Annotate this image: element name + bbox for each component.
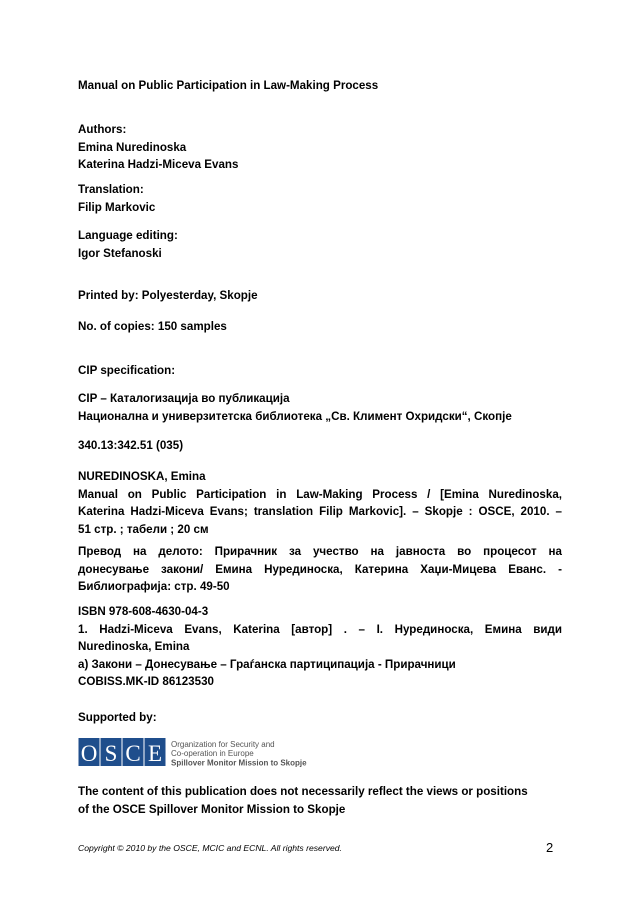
page-number: 2	[546, 840, 554, 855]
note-line: Библиографија: стр. 49-50	[78, 580, 230, 593]
translation-label: Translation:	[78, 183, 144, 196]
editor-name: Igor Stefanoski	[78, 246, 162, 260]
osce-logo-graphic	[78, 736, 323, 770]
supported-by-label: Supported by:	[78, 711, 157, 724]
logo-letter: S	[104, 741, 118, 766]
footer-copyright: Copyright © 2010 by the OSCE, MCIC and ECNL. All rights reserved.	[78, 843, 342, 853]
entry-line: Manual on Public Participation in Law-Making Process / [Emina Nuredinoska,	[78, 487, 562, 501]
cip-line: CIP – Каталогизација во публикација	[78, 392, 290, 405]
cip-label: CIP specification:	[78, 364, 176, 377]
translator-name: Filip Markovic	[78, 200, 156, 214]
disclaimer-line: The content of this publication does not necessarily reflect the views or positions	[78, 785, 528, 798]
authors-label: Authors:	[78, 123, 127, 136]
copies-count: No. of copies: 150 samples	[78, 320, 227, 333]
editing-label: Language editing:	[78, 229, 178, 242]
note-line: Превод на делото: Прирачник за учество на јавноста во процесот на	[78, 545, 562, 558]
index-line: Nuredinoska, Emina	[78, 640, 190, 653]
entry-description	[78, 486, 562, 539]
logo-mission-line: Spillover Monitor Mission to Skopje	[171, 758, 307, 768]
udc-code: 340.13:342.51 (035)	[78, 439, 184, 452]
isbn: ISBN 978-608-4630-04-3	[78, 605, 209, 618]
translation-note	[78, 543, 562, 596]
index-line: 1. Hadzi-Miceva Evans, Katerina [автор] . – I. Нурединоска, Емина види	[78, 622, 562, 636]
index-entry	[78, 621, 562, 656]
logo-letter: O	[80, 741, 98, 766]
osce-logo	[78, 736, 323, 770]
entry-line: 51 стр. ; табели ; 20 см	[78, 522, 209, 536]
author-name: Katerina Hadzi-Miceva Evans	[78, 158, 239, 171]
cip-library-line: Национална и универзитетска библиотека „Св. Климент Охридски“, Скопје	[78, 409, 512, 423]
entry-line: Katerina Hadzi-Miceva Evans; translation Filip Markovic]. – Skopje : OSCE, 2010. –	[78, 505, 562, 518]
logo-org-line: Organization for Security and	[171, 740, 275, 749]
subject-heading: а) Закони – Донесување – Граѓанска партиципација - Прирачници	[78, 657, 456, 671]
cobiss-id: COBISS.MK-ID 86123530	[78, 675, 214, 688]
entry-name: NUREDINOSKA, Emina	[78, 470, 206, 483]
document-title: Manual on Public Participation in Law-Making Process	[78, 79, 379, 92]
printed-by: Printed by: Polyesterday, Skopje	[78, 289, 258, 302]
logo-letter: E	[147, 741, 163, 766]
disclaimer-line: of the OSCE Spillover Monitor Mission to Skopje	[78, 802, 346, 816]
author-name: Emina Nuredinoska	[78, 140, 187, 154]
logo-letter: C	[125, 741, 141, 766]
note-line: донесување закони/ Емина Нурединоска, Катерина Хаџи-Мицева Еванс. -	[78, 562, 562, 576]
logo-org-line: Co-operation in Europe	[171, 749, 254, 758]
